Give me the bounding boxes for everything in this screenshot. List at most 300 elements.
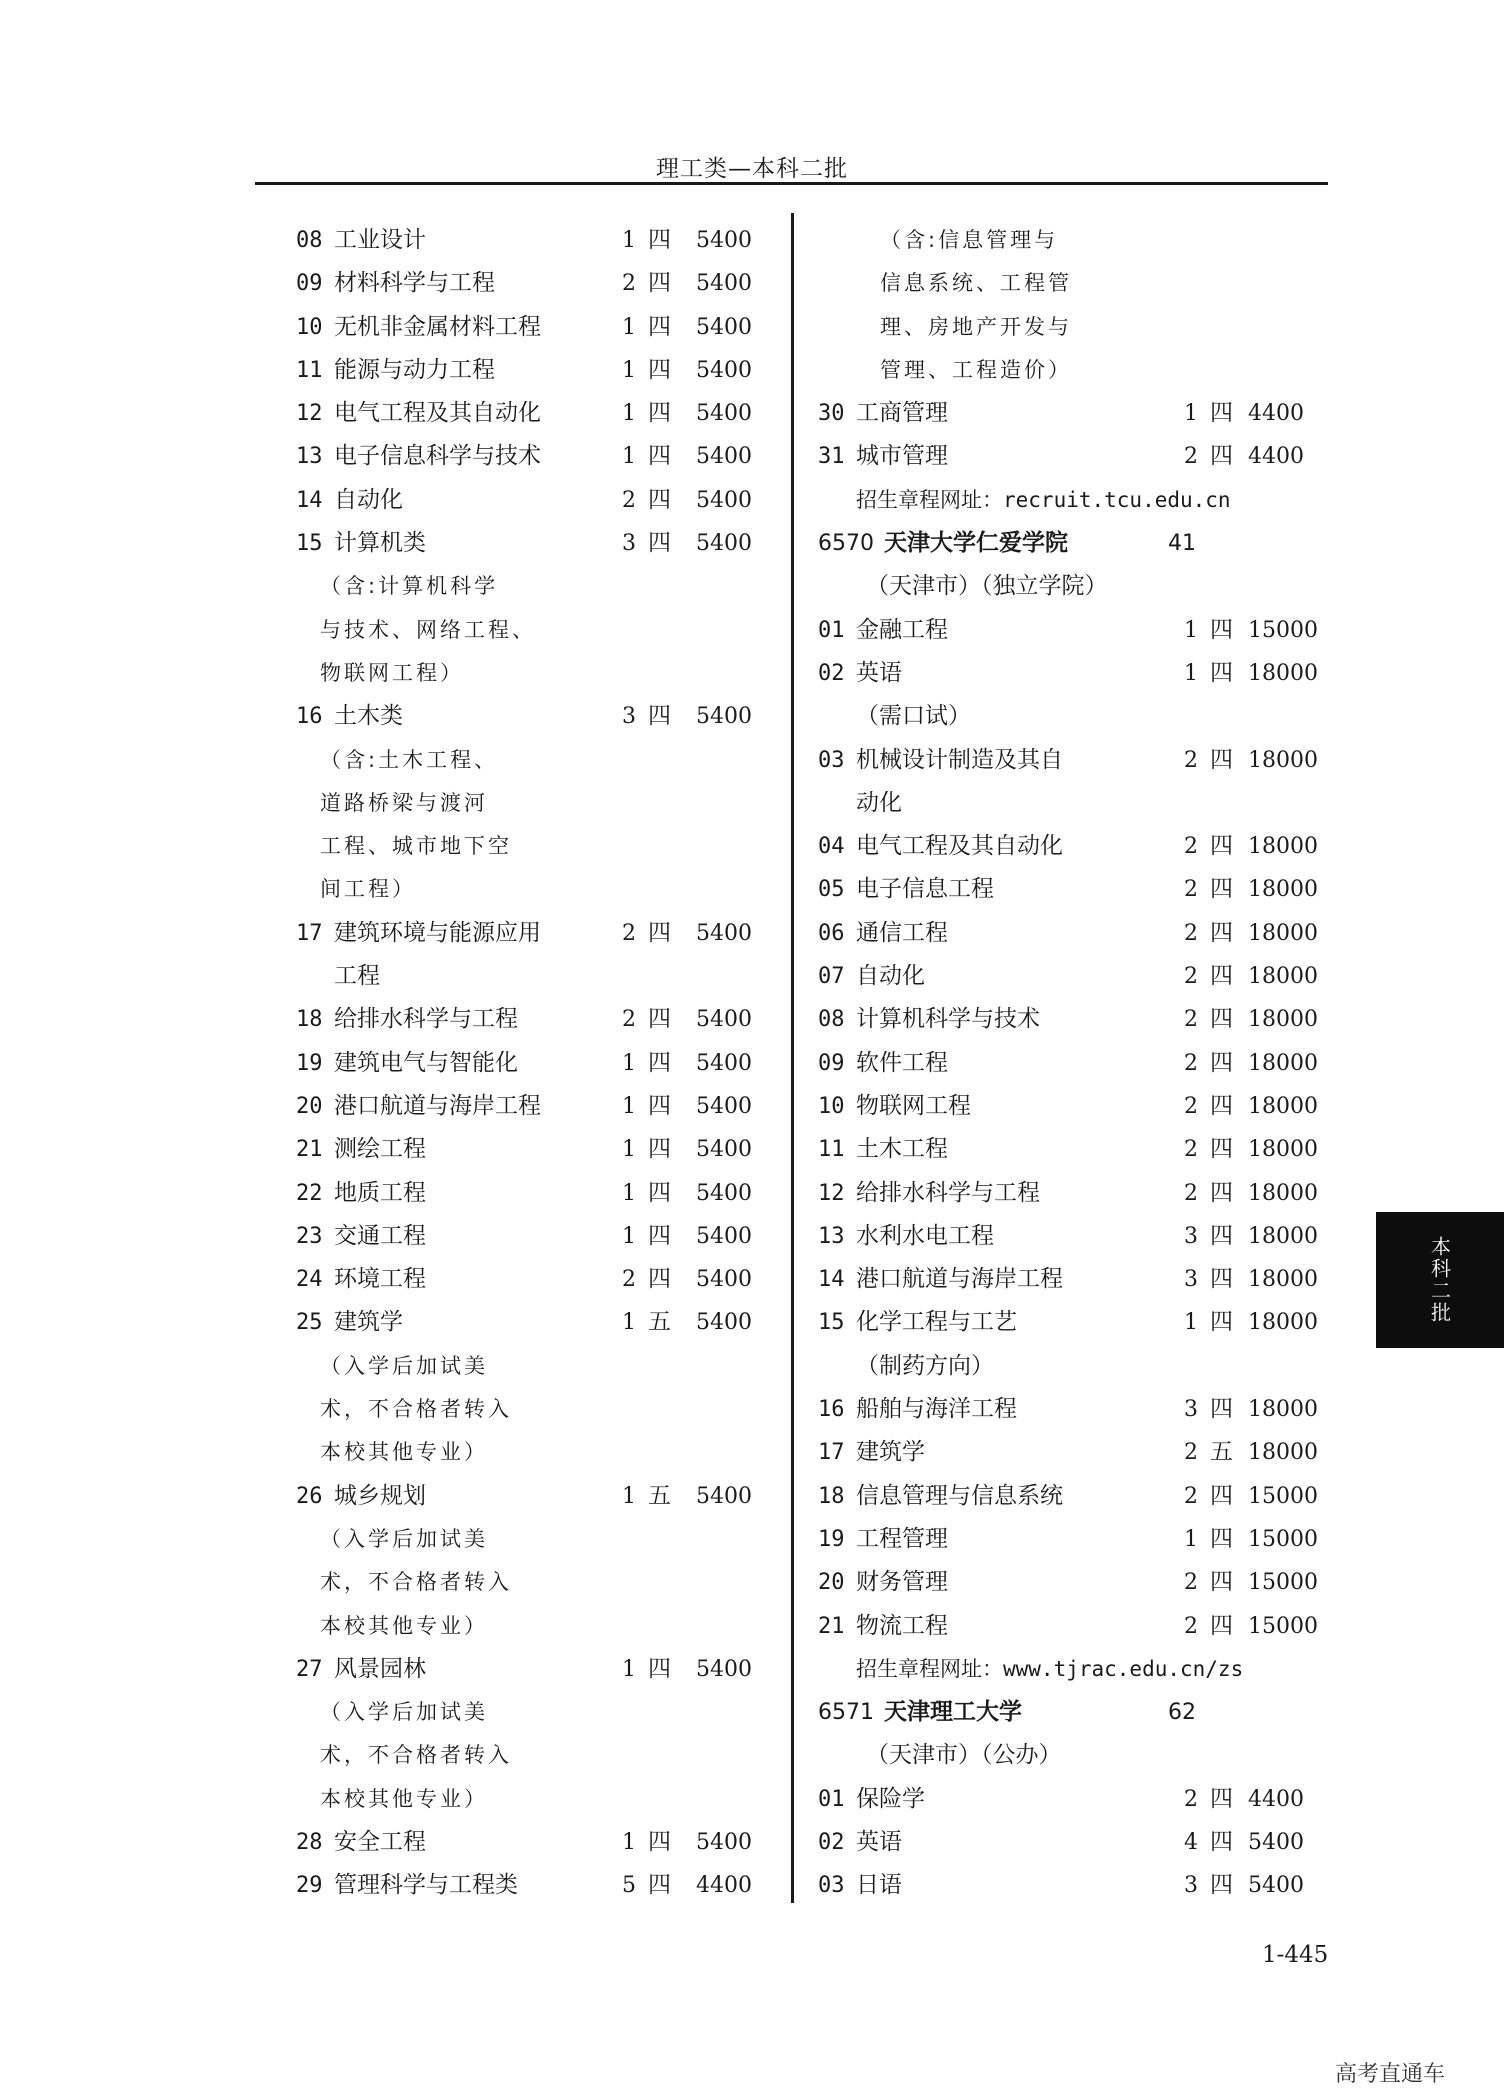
major-note	[818, 1345, 1338, 1388]
major-years: 四	[648, 530, 671, 557]
major-code: 23	[296, 1223, 323, 1249]
major-name: 管理科学与工程类	[334, 1872, 518, 1899]
major-row	[296, 1042, 766, 1085]
major-code: 21	[818, 1613, 845, 1639]
major-code: 16	[818, 1397, 845, 1423]
major-name: 信息管理与信息系统	[856, 1482, 1063, 1509]
major-plan-count: 1	[622, 444, 636, 470]
major-row	[296, 1258, 766, 1301]
major-code: 12	[818, 1180, 845, 1206]
major-plan-count: 2	[1184, 834, 1198, 860]
major-name: 建筑环境与能源应用	[334, 919, 541, 946]
major-plan-count: 5	[622, 1873, 636, 1899]
major-code: 26	[296, 1483, 323, 1509]
major-note	[296, 1345, 766, 1388]
major-plan-count: 2	[1184, 1786, 1198, 1812]
major-code: 11	[818, 1137, 845, 1163]
major-row	[296, 392, 766, 435]
major-plan-count: 2	[622, 271, 636, 297]
major-code: 28	[296, 1829, 323, 1855]
major-plan-count: 1	[622, 1137, 636, 1163]
major-fee: 18000	[1248, 747, 1318, 773]
major-name: 安全工程	[334, 1828, 426, 1855]
major-code: 03	[818, 1873, 845, 1899]
major-years: 四	[648, 1179, 671, 1206]
major-fee: 5400	[696, 1310, 752, 1336]
major-code: 19	[296, 1050, 323, 1076]
major-name: 无机非金属材料工程	[334, 313, 541, 340]
left-column	[296, 219, 766, 1908]
major-plan-count: 1	[622, 401, 636, 427]
major-years: 四	[1210, 1309, 1233, 1336]
major-note	[296, 1778, 766, 1821]
school-name: 天津理工大学	[884, 1699, 1022, 1726]
major-row	[818, 998, 1338, 1041]
major-plan-count: 1	[622, 1223, 636, 1249]
major-row	[818, 912, 1338, 955]
major-note-text: 物联网工程）	[320, 660, 464, 685]
major-name: 能源与动力工程	[334, 356, 495, 383]
major-row	[818, 739, 1338, 782]
major-plan-count: 2	[1184, 964, 1198, 990]
major-years: 四	[648, 443, 671, 470]
major-years: 四	[648, 1136, 671, 1163]
major-code: 08	[818, 1007, 845, 1033]
major-row	[818, 955, 1338, 998]
admission-url-row	[818, 1648, 1338, 1691]
school-info-row	[818, 565, 1338, 608]
major-fee: 5400	[696, 487, 752, 513]
major-code: 19	[818, 1526, 845, 1552]
major-note	[296, 652, 766, 695]
major-name: 工业设计	[334, 227, 426, 253]
major-note	[296, 1518, 766, 1561]
major-code: 02	[818, 1829, 845, 1855]
major-row	[818, 609, 1338, 652]
major-code: 04	[818, 834, 845, 860]
major-name: 建筑学	[334, 1309, 403, 1336]
major-years: 四	[648, 1872, 671, 1899]
major-fee: 18000	[1248, 920, 1318, 946]
major-code: 01	[818, 1786, 845, 1812]
major-name: 建筑学	[856, 1439, 925, 1466]
major-row	[296, 522, 766, 565]
major-note-text: 工程、城市地下空	[320, 834, 512, 859]
major-years: 四	[1210, 833, 1233, 860]
major-years: 四	[648, 486, 671, 513]
major-code: 15	[818, 1310, 845, 1336]
major-fee: 18000	[1248, 1223, 1318, 1249]
page-header-title: 理工类—本科二批	[656, 156, 848, 182]
major-years: 四	[648, 1006, 671, 1033]
major-code: 08	[296, 228, 323, 253]
major-fee: 5400	[1248, 1829, 1304, 1855]
major-note-text: 本校其他专业）	[320, 1613, 488, 1638]
major-name: 水利水电工程	[856, 1222, 994, 1249]
major-note-text: 与技术、网络工程、	[320, 617, 536, 642]
major-code: 05	[818, 877, 845, 903]
major-code: 17	[296, 920, 323, 946]
major-plan-count: 1	[1184, 660, 1198, 686]
major-row	[296, 1172, 766, 1215]
major-row	[296, 262, 766, 305]
major-code: 27	[296, 1656, 323, 1682]
major-years: 四	[1210, 443, 1233, 470]
major-years: 四	[1210, 616, 1233, 643]
major-years: 四	[648, 1655, 671, 1682]
major-note	[296, 739, 766, 782]
major-plan-count: 1	[622, 1310, 636, 1336]
major-years: 四	[648, 1049, 671, 1076]
major-plan-count: 1	[622, 1483, 636, 1509]
major-code: 13	[296, 444, 323, 470]
school-plan-total: 62	[1168, 1700, 1196, 1726]
major-fee: 5400	[696, 531, 752, 557]
major-fee: 18000	[1248, 1137, 1318, 1163]
major-note	[296, 782, 766, 825]
major-fee: 5400	[696, 401, 752, 427]
major-name: 英语	[856, 659, 902, 686]
major-years: 四	[1210, 1612, 1233, 1639]
major-note	[296, 565, 766, 608]
major-fee: 5400	[1248, 1873, 1304, 1899]
major-row	[818, 868, 1338, 911]
major-code: 16	[296, 704, 323, 730]
major-note-text: （入学后加试美	[320, 1700, 488, 1725]
major-row	[818, 1042, 1338, 1085]
major-name: 城市管理	[856, 443, 948, 470]
major-note	[296, 1691, 766, 1734]
major-years: 四	[1210, 1396, 1233, 1423]
major-plan-count: 3	[1184, 1873, 1198, 1899]
major-fee: 5400	[696, 228, 752, 253]
major-fee: 5400	[696, 357, 752, 383]
major-code: 18	[296, 1007, 323, 1033]
major-name: 自动化	[856, 963, 925, 990]
major-code: 14	[818, 1267, 845, 1293]
major-plan-count: 1	[1184, 1310, 1198, 1336]
major-years: 四	[648, 919, 671, 946]
major-note-text: 术，不合格者转入	[320, 1397, 512, 1422]
major-plan-count: 4	[1184, 1829, 1198, 1855]
major-plan-count: 3	[1184, 1397, 1198, 1423]
section-side-tab-label: 本科二批	[1427, 1236, 1452, 1324]
major-plan-count: 1	[1184, 401, 1198, 427]
major-plan-count: 2	[622, 487, 636, 513]
major-plan-count: 3	[622, 704, 636, 730]
major-row	[818, 1821, 1338, 1864]
major-note-text: 信息系统、工程管	[880, 271, 1072, 296]
school-code: 6570	[818, 531, 874, 557]
major-years: 四	[1210, 1872, 1233, 1899]
major-code: 02	[818, 660, 845, 686]
major-row	[818, 1388, 1338, 1431]
major-name: 英语	[856, 1828, 902, 1855]
major-code: 10	[818, 1093, 845, 1119]
major-name: 物联网工程	[856, 1092, 971, 1119]
admission-url: 招生章程网址：www.tjrac.edu.cn/zs	[856, 1656, 1244, 1681]
major-name: 给排水科学与工程	[856, 1179, 1040, 1206]
major-note	[296, 955, 766, 998]
major-name: 工商管理	[856, 400, 948, 427]
major-note	[818, 349, 1338, 392]
major-code: 17	[818, 1440, 845, 1466]
major-name: 通信工程	[856, 919, 948, 946]
section-side-tab	[1376, 1212, 1504, 1348]
major-years: 四	[1210, 746, 1233, 773]
major-name: 港口航道与海岸工程	[856, 1266, 1063, 1293]
major-row	[818, 1431, 1338, 1474]
major-plan-count: 2	[1184, 1483, 1198, 1509]
major-name: 测绘工程	[334, 1136, 426, 1163]
major-plan-count: 2	[1184, 1440, 1198, 1466]
major-code: 03	[818, 747, 845, 773]
major-row	[818, 825, 1338, 868]
major-row	[818, 1778, 1338, 1821]
major-fee: 5400	[696, 444, 752, 470]
major-years: 四	[1210, 919, 1233, 946]
major-code: 18	[818, 1483, 845, 1509]
major-fee: 5400	[696, 1267, 752, 1293]
major-years: 四	[1210, 1569, 1233, 1596]
major-fee: 5400	[696, 1093, 752, 1119]
major-name: 土木类	[334, 703, 403, 730]
major-years: 五	[648, 1309, 671, 1336]
major-note-text: 工程	[334, 963, 380, 990]
major-plan-count: 3	[1184, 1267, 1198, 1293]
major-note-text: （需口试）	[856, 703, 971, 730]
major-years: 四	[648, 1222, 671, 1249]
major-fee: 5400	[696, 1656, 752, 1682]
major-row	[818, 1085, 1338, 1128]
major-note-text: 间工程）	[320, 877, 416, 902]
major-row	[296, 1301, 766, 1344]
major-fee: 18000	[1248, 1180, 1318, 1206]
major-plan-count: 2	[1184, 1613, 1198, 1639]
major-name: 计算机类	[334, 530, 426, 557]
school-info-row	[818, 1734, 1338, 1777]
major-fee: 15000	[1248, 1483, 1318, 1509]
major-plan-count: 1	[622, 1656, 636, 1682]
major-name: 地质工程	[334, 1179, 426, 1206]
major-name: 给排水科学与工程	[334, 1006, 518, 1033]
major-code: 24	[296, 1267, 323, 1293]
major-fee: 15000	[1248, 1613, 1318, 1639]
major-fee: 18000	[1248, 964, 1318, 990]
major-years: 四	[648, 703, 671, 730]
major-note-text: 本校其他专业）	[320, 1786, 488, 1811]
major-fee: 5400	[696, 1137, 752, 1163]
major-plan-count: 1	[622, 1829, 636, 1855]
major-code: 10	[296, 314, 323, 340]
major-years: 四	[648, 1828, 671, 1855]
major-fee: 5400	[696, 314, 752, 340]
major-plan-count: 1	[1184, 617, 1198, 643]
major-row	[296, 435, 766, 478]
major-plan-count: 1	[622, 357, 636, 383]
major-row	[818, 435, 1338, 478]
school-code: 6571	[818, 1700, 874, 1726]
major-years: 四	[1210, 876, 1233, 903]
major-note-text: 动化	[856, 789, 902, 816]
major-row	[296, 1128, 766, 1171]
major-years: 四	[1210, 1006, 1233, 1033]
major-row	[296, 912, 766, 955]
major-row	[818, 1864, 1338, 1907]
major-note	[818, 782, 1338, 825]
major-note-text: 本校其他专业）	[320, 1440, 488, 1465]
major-years: 四	[1210, 1828, 1233, 1855]
major-row	[818, 1215, 1338, 1258]
major-code: 22	[296, 1180, 323, 1206]
major-note	[296, 609, 766, 652]
major-row	[296, 306, 766, 349]
major-row	[818, 1518, 1338, 1561]
major-fee: 5400	[696, 920, 752, 946]
major-years: 四	[648, 270, 671, 297]
major-plan-count: 2	[1184, 920, 1198, 946]
major-row	[296, 349, 766, 392]
major-name: 材料科学与工程	[334, 270, 495, 297]
major-plan-count: 2	[1184, 1180, 1198, 1206]
major-name: 电子信息工程	[856, 876, 994, 903]
major-years: 四	[648, 1092, 671, 1119]
major-years: 四	[1210, 659, 1233, 686]
major-code: 13	[818, 1223, 845, 1249]
admission-url: 招生章程网址：recruit.tcu.edu.cn	[856, 487, 1231, 512]
school-name: 天津大学仁爱学院	[884, 530, 1068, 557]
school-row	[818, 1691, 1338, 1734]
major-fee: 4400	[1248, 1786, 1304, 1812]
major-row	[296, 1085, 766, 1128]
major-years: 五	[1210, 1439, 1233, 1466]
major-years: 四	[1210, 1179, 1233, 1206]
major-fee: 4400	[1248, 444, 1304, 470]
major-plan-count: 1	[622, 314, 636, 340]
major-fee: 5400	[696, 1050, 752, 1076]
major-name: 城乡规划	[334, 1482, 426, 1509]
major-row	[296, 1475, 766, 1518]
major-name: 土木工程	[856, 1136, 948, 1163]
major-fee: 5400	[696, 1223, 752, 1249]
major-code: 14	[296, 487, 323, 513]
major-fee: 4400	[696, 1873, 752, 1899]
major-plan-count: 2	[1184, 1007, 1198, 1033]
watermark: 高考直通车	[1335, 2062, 1446, 2087]
major-plan-count: 1	[622, 1050, 636, 1076]
major-name: 电子信息科学与技术	[334, 443, 541, 470]
major-plan-count: 1	[622, 1180, 636, 1206]
column-divider	[791, 213, 794, 1903]
major-note	[296, 1605, 766, 1648]
major-row	[818, 392, 1338, 435]
major-note	[296, 825, 766, 868]
major-fee: 5400	[696, 1829, 752, 1855]
major-name: 软件工程	[856, 1049, 948, 1076]
major-name: 计算机科学与技术	[856, 1006, 1040, 1033]
major-row	[296, 1821, 766, 1864]
major-note	[818, 695, 1338, 738]
major-name: 船舶与海洋工程	[856, 1396, 1017, 1423]
major-note	[296, 1388, 766, 1431]
major-plan-count: 2	[1184, 1093, 1198, 1119]
major-plan-count: 2	[622, 920, 636, 946]
major-plan-count: 2	[622, 1267, 636, 1293]
major-note-text: （含:信息管理与	[880, 228, 1059, 252]
major-row	[818, 652, 1338, 695]
major-fee: 18000	[1248, 1440, 1318, 1466]
major-name: 交通工程	[334, 1222, 426, 1249]
school-info: （天津市）（公办）	[866, 1742, 1062, 1769]
major-fee: 18000	[1248, 1310, 1318, 1336]
major-name: 金融工程	[856, 616, 948, 643]
admission-url-row	[818, 479, 1338, 522]
major-fee: 18000	[1248, 877, 1318, 903]
major-note-text: 道路桥梁与渡河	[320, 790, 488, 815]
major-fee: 18000	[1248, 834, 1318, 860]
major-code: 15	[296, 531, 323, 557]
major-fee: 18000	[1248, 1093, 1318, 1119]
major-fee: 5400	[696, 1180, 752, 1206]
major-note-text: （制药方向）	[856, 1352, 994, 1379]
major-note-text: 管理、工程造价）	[880, 357, 1072, 382]
major-code: 20	[296, 1093, 323, 1119]
major-code: 01	[818, 617, 845, 643]
major-name: 自动化	[334, 486, 403, 513]
major-code: 20	[818, 1570, 845, 1596]
major-years: 四	[1210, 1482, 1233, 1509]
right-column	[818, 219, 1338, 1908]
major-years: 四	[648, 400, 671, 427]
major-note-text: （入学后加试美	[320, 1353, 488, 1378]
major-fee: 15000	[1248, 1526, 1318, 1552]
major-years: 四	[1210, 1049, 1233, 1076]
major-name: 电气工程及其自动化	[856, 833, 1063, 860]
major-plan-count: 3	[1184, 1223, 1198, 1249]
major-years: 四	[648, 313, 671, 340]
major-plan-count: 1	[622, 228, 636, 253]
header-rule	[255, 182, 1328, 185]
major-row	[296, 998, 766, 1041]
major-code: 07	[818, 964, 845, 990]
page-number: 1-445	[1262, 1942, 1329, 1968]
major-note	[296, 1561, 766, 1604]
major-code: 31	[818, 444, 845, 470]
major-note	[296, 1734, 766, 1777]
major-name: 日语	[856, 1872, 902, 1899]
major-name: 机械设计制造及其自	[856, 746, 1063, 773]
major-row	[296, 479, 766, 522]
major-fee: 5400	[696, 1483, 752, 1509]
major-note-text: 理、房地产开发与	[880, 314, 1072, 339]
major-name: 化学工程与工艺	[856, 1309, 1017, 1336]
major-fee: 5400	[696, 704, 752, 730]
major-fee: 18000	[1248, 1050, 1318, 1076]
major-row	[818, 1172, 1338, 1215]
major-note	[818, 262, 1338, 305]
major-code: 21	[296, 1137, 323, 1163]
major-years: 四	[648, 227, 671, 253]
major-note	[818, 306, 1338, 349]
major-row	[818, 1561, 1338, 1604]
major-plan-count: 2	[1184, 747, 1198, 773]
major-name: 财务管理	[856, 1569, 948, 1596]
major-years: 四	[1210, 400, 1233, 427]
major-name: 保险学	[856, 1785, 925, 1812]
major-plan-count: 2	[1184, 877, 1198, 903]
major-note	[296, 868, 766, 911]
major-years: 五	[648, 1482, 671, 1509]
